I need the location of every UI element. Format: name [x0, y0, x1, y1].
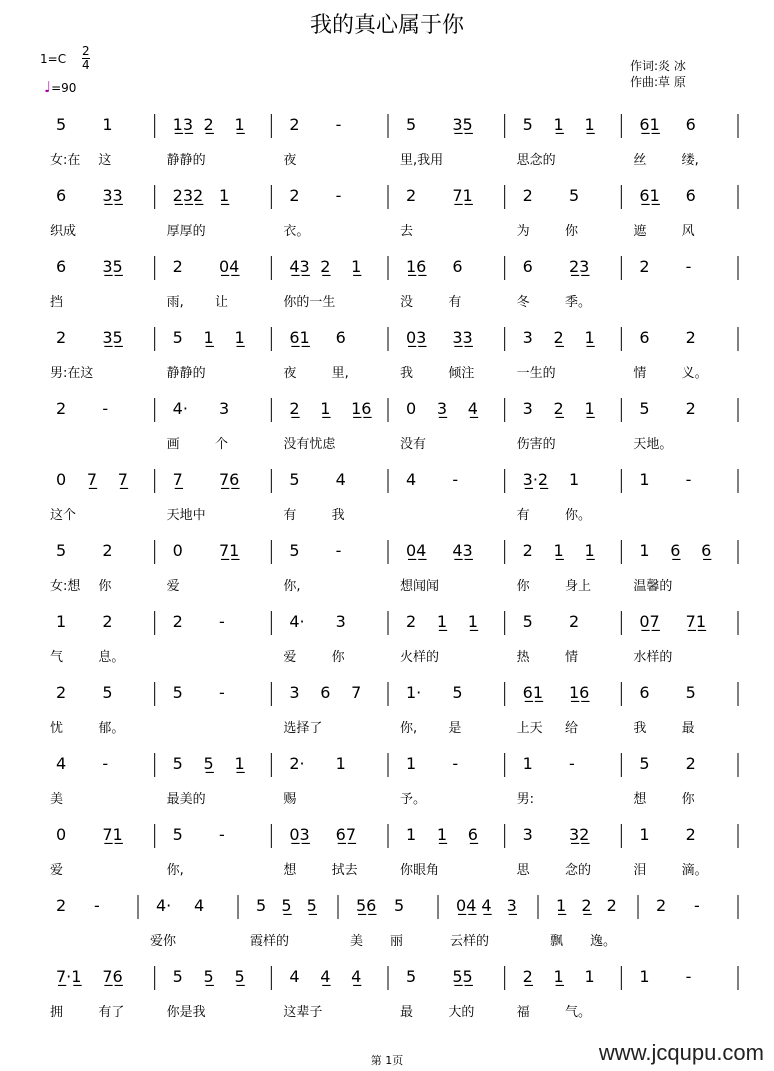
note: -: [219, 612, 225, 631]
note: 1·: [406, 683, 422, 702]
lyric: 缕,: [681, 153, 699, 168]
lyric: 有: [283, 508, 297, 523]
note: 2: [656, 896, 667, 915]
note: 6: [685, 186, 696, 205]
tempo-value: =90: [51, 81, 77, 95]
note: 2̲: [553, 399, 564, 418]
note: 1̲: [203, 328, 214, 347]
quarter-note-icon: ♩: [44, 78, 52, 96]
lyric: 是: [448, 721, 462, 736]
note: 0: [56, 470, 67, 489]
note: 6: [320, 683, 331, 702]
note: 5̲6̲: [356, 896, 377, 915]
note: 1̲: [584, 115, 595, 134]
note: 2: [685, 328, 696, 347]
lyric: 霞样的: [250, 934, 290, 949]
note: 5: [256, 896, 267, 915]
note: 5: [172, 967, 183, 986]
note: 2: [289, 115, 300, 134]
lyric: 你。: [565, 508, 592, 523]
lyric: 给: [565, 721, 579, 736]
note: 7̲1̲: [219, 541, 240, 560]
lyric: 这个: [50, 508, 77, 523]
lyric: 天地。: [633, 437, 673, 452]
note: 0̲4̲: [219, 257, 240, 276]
note: 4̲: [481, 896, 492, 915]
note: 6̲1̲: [639, 115, 660, 134]
lyric: 息。: [98, 650, 125, 665]
note: 0̲3̲: [289, 825, 310, 844]
lyric: 一生的: [516, 366, 556, 381]
note: 4·: [156, 896, 172, 915]
note: 1̲6̲: [351, 399, 372, 418]
note: 0̲4̲: [456, 896, 477, 915]
lyric: 最美的: [166, 792, 206, 807]
note: 5: [406, 115, 417, 134]
note: 3: [522, 825, 533, 844]
note: 3̲5̲: [452, 115, 473, 134]
note: 1̲: [351, 257, 362, 276]
lyric: 滴。: [681, 863, 708, 878]
note: 3: [335, 612, 346, 631]
note: 1̲: [584, 328, 595, 347]
note: 5̲: [203, 967, 214, 986]
note: 6: [522, 257, 533, 276]
note: 3: [522, 399, 533, 418]
note: 1: [639, 825, 650, 844]
note: 2̲: [553, 328, 564, 347]
lyric: 最: [400, 1005, 414, 1020]
note: -: [694, 896, 700, 915]
note: -: [335, 541, 342, 560]
time-signature-bottom: 4: [82, 58, 90, 72]
lyric: 赐: [283, 792, 297, 807]
note: 1: [102, 115, 113, 134]
lyric: 逸。: [590, 934, 617, 949]
note: 1: [56, 612, 67, 631]
lyric: 义。: [681, 366, 708, 381]
note: 2·: [289, 754, 305, 773]
note: 3̲: [436, 399, 448, 418]
note: 5: [522, 612, 533, 631]
note: 2̲: [203, 115, 214, 134]
lyric: 你: [681, 792, 695, 807]
note: 5̲5̲: [452, 967, 473, 986]
lyric: 情: [633, 366, 647, 381]
lyric: 没有: [400, 437, 427, 452]
note: 6: [639, 328, 650, 347]
note: -: [94, 896, 100, 915]
note: 1̲: [436, 612, 448, 631]
note: 1̲: [553, 967, 564, 986]
note: 6̲: [701, 541, 712, 560]
note: 6̲1̲: [639, 186, 660, 205]
lyric: 念的: [565, 863, 592, 878]
lyric: 你是我: [166, 1005, 206, 1020]
lyric: 选择了: [283, 721, 323, 736]
note: 4·: [289, 612, 305, 631]
note: 7̲6̲: [219, 470, 240, 489]
lyric: 你,: [283, 579, 301, 594]
note: 1̲: [553, 115, 564, 134]
lyric: 夜: [283, 366, 297, 381]
lyric: 有: [448, 295, 462, 310]
lyric: 静静的: [166, 153, 206, 168]
note: 7̲: [117, 470, 128, 489]
note: 4̲: [467, 399, 478, 418]
lyric: 雨,: [166, 295, 184, 310]
lyric: 个: [215, 437, 229, 452]
note: 5: [56, 115, 67, 134]
lyric: 热: [516, 650, 530, 665]
note: 4: [194, 896, 205, 915]
note: 2: [685, 825, 696, 844]
note: 2̲3̲: [569, 257, 590, 276]
note: 3̲: [506, 896, 517, 915]
lyric: 这: [98, 153, 112, 168]
lyric: 云样的: [450, 934, 490, 949]
lyric: 你: [98, 579, 112, 594]
lyric: 让: [215, 295, 229, 310]
lyric: 季。: [565, 295, 592, 310]
lyric: 倾注: [448, 366, 475, 381]
note: 2: [685, 754, 696, 773]
note: 7̲1̲: [685, 612, 707, 631]
note: 5: [639, 399, 650, 418]
note: 2̲: [522, 967, 533, 986]
key-signature: 1=C: [40, 52, 67, 66]
lyric: 有: [516, 508, 530, 523]
note: -: [452, 470, 459, 489]
lyric: 爱: [166, 579, 180, 594]
note: 6: [56, 257, 67, 276]
note: 3: [289, 683, 300, 702]
lyric: 女:在: [50, 153, 81, 168]
time-signature-top: 2: [82, 44, 90, 58]
note: 1̲: [234, 754, 245, 773]
note: 3̲·2̲: [522, 470, 549, 489]
lyric: 爱你: [150, 934, 177, 949]
note: 4: [406, 470, 417, 489]
note: -: [569, 754, 575, 773]
note: 2: [102, 612, 113, 631]
note: 1: [335, 754, 346, 773]
note: 6̲: [467, 825, 478, 844]
note: 5: [639, 754, 650, 773]
note: 2: [522, 186, 533, 205]
lyric: 上天: [516, 721, 543, 736]
note: 1̲: [234, 328, 245, 347]
lyric: 最: [681, 721, 695, 736]
note: 3̲2̲: [569, 825, 590, 844]
lyric: 你的一生: [283, 295, 336, 310]
page-number: 第 1页: [370, 1054, 404, 1067]
note: 3̲3̲: [452, 328, 473, 347]
note: 6̲7̲: [335, 825, 357, 844]
note: -: [219, 825, 225, 844]
note: 5: [289, 470, 300, 489]
note: 4̲: [320, 967, 331, 986]
song-title: 我的真心属于你: [309, 13, 464, 38]
lyric: 想闻闻: [400, 579, 440, 594]
note: 4: [56, 754, 67, 773]
note: 1̲: [234, 115, 245, 134]
note: 1: [639, 541, 650, 560]
note: -: [685, 470, 692, 489]
note: 2: [406, 186, 417, 205]
lyric: 想: [283, 863, 297, 878]
lyric: 郁。: [98, 721, 125, 736]
note: 7: [351, 683, 362, 702]
note: 5: [172, 754, 183, 773]
lyricist-credit: 作词:炎 冰: [630, 59, 686, 73]
note: 1̲: [553, 541, 564, 560]
lyric: 温馨的: [633, 579, 673, 594]
note: 7̲·1̲: [56, 967, 82, 986]
note: 0: [406, 399, 417, 418]
note: 2: [56, 399, 67, 418]
lyric: 思念的: [516, 153, 556, 168]
note: 3̲5̲: [102, 328, 123, 347]
note: 2̲: [289, 399, 300, 418]
note: 7̲: [86, 470, 98, 489]
note: 1: [639, 470, 650, 489]
lyric: 女:想: [50, 579, 81, 594]
note: -: [452, 754, 459, 773]
note: 5: [569, 186, 580, 205]
lyric: 美: [50, 792, 64, 807]
note: 5: [172, 328, 183, 347]
note: 2: [172, 612, 183, 631]
note: 6: [685, 115, 696, 134]
note: 2: [56, 328, 67, 347]
note: 2: [172, 257, 183, 276]
note: 1̲: [584, 399, 595, 418]
lyric: 你眼角: [400, 863, 440, 878]
lyric: 你: [516, 579, 530, 594]
lyric: 爱: [283, 650, 297, 665]
note: 5̲: [281, 896, 292, 915]
note: 1: [406, 825, 417, 844]
note: 1̲: [467, 612, 478, 631]
note: 2: [102, 541, 113, 560]
note: -: [335, 186, 342, 205]
note: 1: [569, 470, 580, 489]
note: 1̲: [436, 825, 448, 844]
note: 3: [522, 328, 533, 347]
note: 2: [685, 399, 696, 418]
note: 5̲: [234, 967, 245, 986]
note: 5̲: [203, 754, 214, 773]
note: 3̲3̲: [102, 186, 123, 205]
lyric: 挡: [50, 295, 64, 310]
note: 7̲1̲: [452, 186, 473, 205]
note: 2: [639, 257, 650, 276]
note: 1̲: [219, 186, 230, 205]
lyric: 里,: [331, 366, 349, 381]
lyric: 福: [516, 1005, 530, 1020]
note: 6̲1̲: [522, 683, 544, 702]
note: 4̲3̲: [452, 541, 473, 560]
note: -: [219, 683, 225, 702]
lyric: 飘: [550, 934, 564, 949]
note: 2: [606, 896, 617, 915]
note: 5: [522, 115, 533, 134]
lyric: 衣。: [283, 224, 310, 239]
note: 6: [335, 328, 346, 347]
note: -: [335, 115, 342, 134]
lyric: 去: [400, 224, 414, 239]
note: 2̲: [581, 896, 592, 915]
lyric: 身上: [565, 579, 592, 594]
note: 5: [172, 683, 183, 702]
lyric: 气: [50, 650, 64, 665]
lyric: 冬: [516, 295, 530, 310]
note: 5̲: [306, 896, 317, 915]
note: 4̲3̲: [289, 257, 310, 276]
note: 4̲: [351, 967, 362, 986]
lyric: 夜: [283, 153, 297, 168]
note: 2̲3̲2̲: [172, 186, 204, 205]
note: -: [685, 967, 692, 986]
note: 0: [56, 825, 67, 844]
lyric: 为: [516, 224, 530, 239]
lyric: 火样的: [400, 650, 440, 665]
lyric: 丝: [633, 153, 647, 168]
note: 6̲1̲: [289, 328, 310, 347]
lyric: 想: [633, 792, 647, 807]
note: 2: [56, 683, 67, 702]
note: 0̲4̲: [406, 541, 427, 560]
note: 6̲: [670, 541, 681, 560]
note: 1̲: [556, 896, 567, 915]
note: 5: [289, 541, 300, 560]
note: 2: [289, 186, 300, 205]
note: 7̲: [172, 470, 183, 489]
note: 4: [335, 470, 346, 489]
lyric: 这辈子: [283, 1005, 323, 1020]
note: 1: [584, 967, 595, 986]
lyric: 拭去: [331, 863, 358, 878]
lyric: 丽: [390, 934, 404, 949]
lyric: 里,我用: [400, 153, 444, 168]
note: 6: [639, 683, 650, 702]
note: 3̲5̲: [102, 257, 123, 276]
lyric: 拥: [50, 1005, 64, 1020]
site-watermark: www.jcqupu.com: [598, 1040, 764, 1065]
note: -: [102, 754, 109, 773]
note: 2: [522, 541, 533, 560]
lyric: 思: [516, 863, 530, 878]
lyric: 气。: [565, 1005, 592, 1020]
lyric: 天地中: [166, 508, 206, 523]
lyric: 画: [166, 437, 180, 452]
lyric: 你,: [400, 721, 418, 736]
lyric: 我: [400, 366, 414, 381]
lyric: 水样的: [633, 650, 673, 665]
note: 1̲3̲: [172, 115, 194, 134]
note: 4: [289, 967, 300, 986]
note: 3: [219, 399, 230, 418]
lyric: 情: [565, 650, 579, 665]
lyric: 男:: [516, 792, 535, 807]
lyric: 大的: [448, 1005, 475, 1020]
note: 7̲6̲: [102, 967, 123, 986]
lyric: 静静的: [166, 366, 206, 381]
note: 1: [522, 754, 533, 773]
lyric: 予。: [400, 792, 427, 807]
lyric: 你: [565, 224, 579, 239]
note: 2: [406, 612, 417, 631]
note: 2: [56, 896, 67, 915]
lyric: 风: [681, 224, 695, 239]
note: 0̲3̲: [406, 328, 427, 347]
note: 7̲1̲: [102, 825, 123, 844]
lyric: 有了: [98, 1005, 125, 1020]
note: 1: [639, 967, 650, 986]
note: -: [102, 399, 109, 418]
note: 1̲: [320, 399, 331, 418]
note: 1̲: [584, 541, 595, 560]
lyric: 男:在这: [50, 366, 94, 381]
lyric: 你,: [166, 863, 184, 878]
lyric: 没有忧虑: [283, 437, 336, 452]
note: -: [685, 257, 692, 276]
note: 5: [102, 683, 113, 702]
note: 2̲: [320, 257, 331, 276]
note: 5: [685, 683, 696, 702]
note: 5: [56, 541, 67, 560]
note: 0: [172, 541, 183, 560]
note: 5: [406, 967, 417, 986]
note: 1̲6̲: [569, 683, 590, 702]
note: 0̲7̲: [639, 612, 660, 631]
lyric: 遮: [633, 224, 647, 239]
lyric: 你: [331, 650, 345, 665]
note: 5: [452, 683, 463, 702]
lyric: 美: [350, 934, 364, 949]
lyric: 我: [633, 721, 647, 736]
lyric: 没: [400, 295, 414, 310]
lyric: 忧: [50, 721, 64, 736]
lyric: 厚厚的: [166, 224, 206, 239]
note: 1: [406, 754, 417, 773]
composer-credit: 作曲:草 原: [630, 75, 686, 89]
note: 2: [569, 612, 580, 631]
note: 6: [56, 186, 67, 205]
lyric: 织成: [50, 224, 77, 239]
note: 4·: [172, 399, 188, 418]
note: 5: [172, 825, 183, 844]
lyric: 泪: [633, 863, 647, 878]
note: 5: [394, 896, 405, 915]
lyric: 伤害的: [516, 437, 556, 452]
note: 6: [452, 257, 463, 276]
lyric: 我: [331, 508, 345, 523]
lyric: 爱: [50, 863, 64, 878]
note: 1̲6̲: [406, 257, 427, 276]
